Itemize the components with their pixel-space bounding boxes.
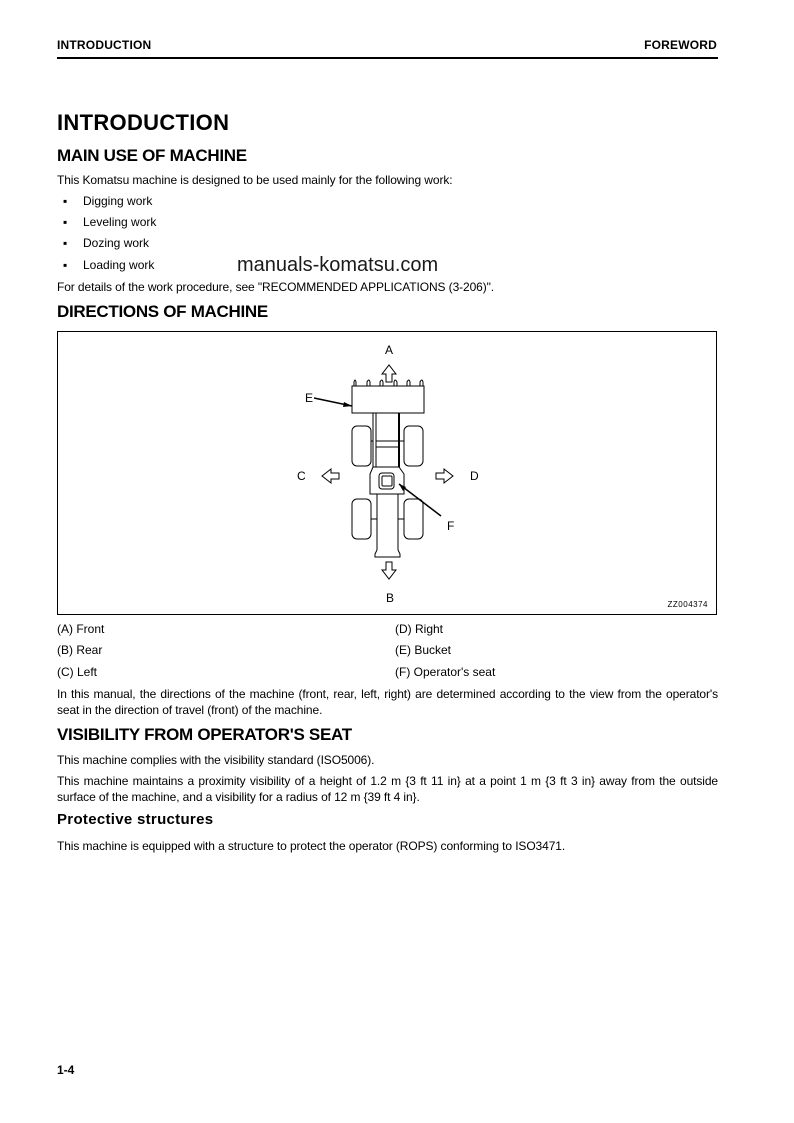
legend-item-operator-seat: (F) Operator's seat xyxy=(395,665,496,679)
watermark: manuals-komatsu.com xyxy=(237,254,439,276)
machine-top-view-diagram xyxy=(58,332,715,613)
bullet-icon: ▪ xyxy=(63,215,68,229)
list-item: Dozing work xyxy=(83,236,150,250)
arrow-front-icon xyxy=(382,365,396,382)
subsection-title-protective-structures: Protective structures xyxy=(57,811,214,828)
bullet-icon: ▪ xyxy=(63,194,68,208)
main-use-intro: This Komatsu machine is designed to be used mainly for the following work: xyxy=(57,173,453,187)
header-chapter-title: FOREWORD xyxy=(644,38,717,52)
list-item: Leveling work xyxy=(83,215,157,229)
legend-item-rear: (B) Rear xyxy=(57,643,103,657)
visibility-standard: This machine complies with the visibility standard (ISO5006). xyxy=(57,753,375,767)
label-a: A xyxy=(385,343,394,357)
figure-code: ZZ004374 xyxy=(667,600,708,609)
legend-item-right: (D) Right xyxy=(395,622,444,636)
directions-note: In this manual, the directions of the machine (front, rear, left, right) are determined according to the view from the operator's seat in the direction of travel (front) of the machine. xyxy=(57,687,718,717)
legend-item-bucket: (E) Bucket xyxy=(395,643,452,657)
label-b: B xyxy=(386,591,395,605)
label-e: E xyxy=(305,391,314,405)
protective-structures-text: This machine is equipped with a structure to protect the operator (ROPS) conforming to ISO3471. xyxy=(57,839,566,853)
arrow-right-icon xyxy=(436,469,453,483)
legend-item-front: (A) Front xyxy=(57,622,105,636)
header-section-title: INTRODUCTION xyxy=(57,38,152,52)
header-rule xyxy=(57,57,718,59)
bullet-icon: ▪ xyxy=(63,236,68,250)
bucket-shape xyxy=(352,386,424,413)
visibility-details: This machine maintains a proximity visibility of a height of 1.2 m {3 ft 11 in} at a point 1 m {3 ft 3 in} away from the outside surface of the machine, and a visibility for a radius of 12 m {39 ft 4 in}. xyxy=(57,774,718,804)
section-title-directions: DIRECTIONS OF MACHINE xyxy=(57,302,268,321)
arrow-left-icon xyxy=(322,469,339,483)
section-title-visibility: VISIBILITY FROM OPERATOR'S SEAT xyxy=(57,725,352,744)
directions-figure xyxy=(57,331,717,615)
list-item: Digging work xyxy=(83,194,153,208)
label-d: D xyxy=(470,469,479,483)
label-f: F xyxy=(447,519,455,533)
page-title: INTRODUCTION xyxy=(57,110,230,135)
main-use-details: For details of the work procedure, see "RECOMMENDED APPLICATIONS (3-206)". xyxy=(57,280,495,294)
section-title-main-use: MAIN USE OF MACHINE xyxy=(57,146,247,165)
arrow-rear-icon xyxy=(382,562,396,579)
list-item: Loading work xyxy=(83,258,155,272)
legend-item-left: (C) Left xyxy=(57,665,98,679)
page-number: 1-4 xyxy=(57,1063,75,1077)
bullet-icon: ▪ xyxy=(63,258,68,272)
label-c: C xyxy=(297,469,306,483)
